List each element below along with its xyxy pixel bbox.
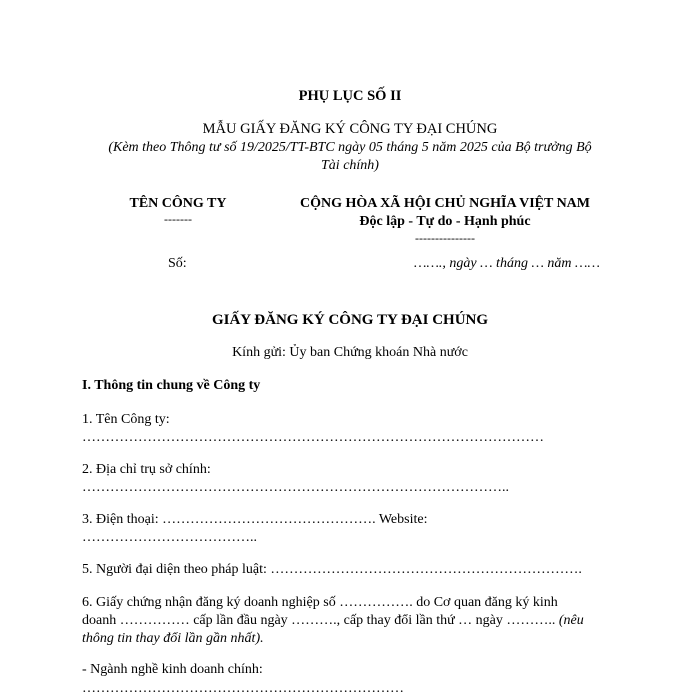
document-title: GIẤY ĐĂNG KÝ CÔNG TY ĐẠI CHÚNG [211,312,489,328]
field-business-registration-line-2 [82,613,584,629]
field-main-business-label: - Ngành nghề kinh doanh chính: [82,662,263,677]
field-business-registration-note: (nêu [558,613,584,628]
national-motto: Độc lập - Tự do - Hạnh phúc [359,214,531,229]
field-website-blank: ……………………………….. [82,530,257,545]
field-phone-website-label: 3. Điện thoại: ………………………………………. Website: [82,512,428,527]
recipient-line: Kính gửi: Ủy ban Chứng khoán Nhà nước [232,345,468,360]
form-title: MẪU GIẤY ĐĂNG KÝ CÔNG TY ĐẠI CHÚNG [202,121,498,137]
field-legal-representative: 5. Người đại diện theo pháp luật: …………………………………………………………. [82,562,582,577]
field-head-office-blank: ……………………………………………………………………………….. [82,480,509,495]
national-motto-rule: --------------- [415,231,475,245]
section-1-heading: I. Thông tin chung về Công ty [82,378,261,393]
field-business-registration-text: doanh …………… cấp lần đầu ngày ………., cấp thay đổi lần thứ … ngày ……….. [82,613,559,628]
field-business-registration-note-line-3: thông tin thay đổi lần gần nhất). [82,631,264,646]
attachment-note-line-1: (Kèm theo Thông tư số 19/2025/TT-BTC ngày 05 tháng 5 năm 2025 của Bộ trưởng Bộ [108,140,592,155]
attachment-note-line-2: Tài chính) [321,158,379,173]
field-business-registration-line-1: 6. Giấy chứng nhận đăng ký doanh nghiệp số ……………. do Cơ quan đăng ký kinh [82,595,558,610]
field-company-name-label: 1. Tên Công ty: [82,412,170,427]
company-name-heading: TÊN CÔNG TY [129,196,227,211]
field-head-office-label: 2. Địa chỉ trụ sở chính: [82,462,211,477]
date-placeholder: ……., ngày … tháng … năm …… [414,256,600,271]
field-main-business-blank: …………………………………………………………… [82,681,404,696]
field-company-name-blank: ……………………………………………………………………………………… [82,430,544,445]
national-name-heading: CỘNG HÒA XÃ HỘI CHỦ NGHĨA VIỆT NAM [299,196,590,211]
appendix-heading: PHỤ LỤC SỐ II [298,88,402,104]
company-name-rule: ------- [164,212,192,226]
document-number-label: Số: [168,256,187,271]
